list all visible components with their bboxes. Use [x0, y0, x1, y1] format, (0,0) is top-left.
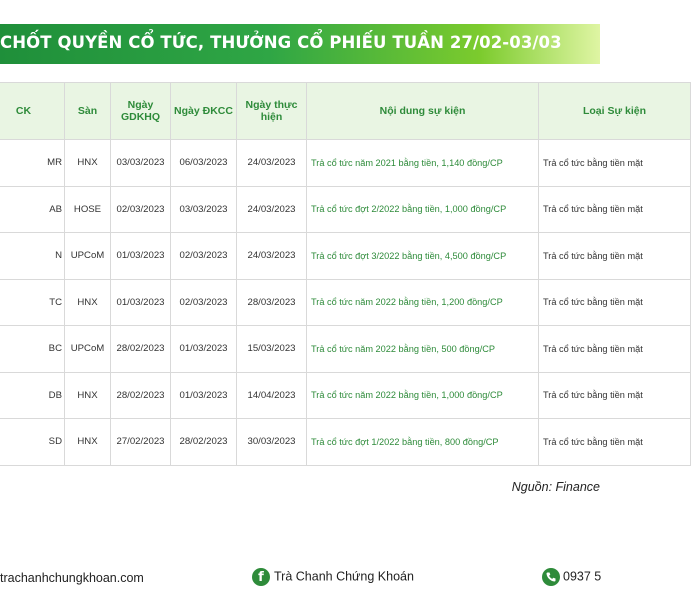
header-ck: CK: [0, 83, 65, 140]
cell-record-date: 02/03/2023: [171, 233, 237, 280]
cell-record-date: 02/03/2023: [171, 279, 237, 326]
cell-record-date: 03/03/2023: [171, 186, 237, 233]
cell-record-date: 06/03/2023: [171, 140, 237, 187]
cell-event-type: Trả cổ tức bằng tiền mặt: [539, 279, 691, 326]
cell-event-content: Trả cổ tức đợt 1/2022 bằng tiền, 800 đồng/CP: [307, 419, 539, 466]
header-payment-date: Ngày thực hiện: [237, 83, 307, 140]
cell-payment-date: 14/04/2023: [237, 372, 307, 419]
header-ex-date: Ngày GDKHQ: [111, 83, 171, 140]
cell-payment-date: 24/03/2023: [237, 140, 307, 187]
cell-record-date: 28/02/2023: [171, 419, 237, 466]
table-row: [0, 372, 691, 419]
cell-ex-date: 27/02/2023: [111, 419, 171, 466]
table-row: [0, 140, 691, 187]
cell-record-date: 01/03/2023: [171, 326, 237, 373]
phone-icon: [542, 568, 560, 586]
cell-ticker: MR: [0, 140, 65, 187]
cell-event-content: Trả cổ tức năm 2022 bằng tiền, 1,200 đồng/CP: [307, 279, 539, 326]
cell-payment-date: 15/03/2023: [237, 326, 307, 373]
cell-payment-date: 30/03/2023: [237, 419, 307, 466]
cell-ticker: N: [0, 233, 65, 280]
cell-payment-date: 28/03/2023: [237, 279, 307, 326]
website-link[interactable]: trachanhchungkhoan.com: [0, 571, 144, 585]
cell-event-content: Trả cổ tức năm 2022 bằng tiền, 500 đồng/CP: [307, 326, 539, 373]
phone-contact[interactable]: [542, 568, 601, 586]
cell-event-type: Trả cổ tức bằng tiền mặt: [539, 186, 691, 233]
cell-ticker: AB: [0, 186, 65, 233]
cell-ticker: BC: [0, 326, 65, 373]
table-row: [0, 279, 691, 326]
header-exchange: Sàn: [65, 83, 111, 140]
table-row: [0, 233, 691, 280]
table-header-row: [0, 83, 691, 140]
dividend-table: [0, 82, 691, 466]
cell-ex-date: 02/03/2023: [111, 186, 171, 233]
cell-ex-date: 03/03/2023: [111, 140, 171, 187]
cell-exchange: HNX: [65, 372, 111, 419]
cell-event-content: Trả cổ tức năm 2022 bằng tiền, 1,000 đồng/CP: [307, 372, 539, 419]
facebook-page-name: Trà Chanh Chứng Khoán: [274, 569, 414, 584]
cell-event-type: Trả cổ tức bằng tiền mặt: [539, 372, 691, 419]
cell-exchange: UPCoM: [65, 233, 111, 280]
source-note: Nguồn: Finance: [511, 480, 600, 494]
cell-ex-date: 01/03/2023: [111, 279, 171, 326]
cell-exchange: HNX: [65, 140, 111, 187]
cell-event-content: Trả cổ tức năm 2021 bằng tiền, 1,140 đồng/CP: [307, 140, 539, 187]
cell-event-content: Trả cổ tức đợt 2/2022 bằng tiền, 1,000 đồng/CP: [307, 186, 539, 233]
facebook-link[interactable]: [252, 568, 414, 586]
cell-ex-date: 01/03/2023: [111, 233, 171, 280]
header-event-content: Nội dung sự kiện: [307, 83, 539, 140]
cell-payment-date: 24/03/2023: [237, 233, 307, 280]
title-banner: [0, 24, 600, 64]
cell-event-type: Trả cổ tức bằng tiền mặt: [539, 419, 691, 466]
cell-exchange: UPCoM: [65, 326, 111, 373]
cell-ticker: SD: [0, 419, 65, 466]
table-row: [0, 326, 691, 373]
footer: [0, 566, 600, 592]
cell-payment-date: 24/03/2023: [237, 186, 307, 233]
cell-exchange: HNX: [65, 419, 111, 466]
header-event-type: Loại Sự kiện: [539, 83, 691, 140]
dividend-table-container: [0, 82, 647, 454]
cell-ticker: TC: [0, 279, 65, 326]
cell-ex-date: 28/02/2023: [111, 372, 171, 419]
table-row: [0, 186, 691, 233]
cell-event-type: Trả cổ tức bằng tiền mặt: [539, 233, 691, 280]
cell-record-date: 01/03/2023: [171, 372, 237, 419]
cell-ticker: DB: [0, 372, 65, 419]
page-title: CHỐT QUYỀN CỔ TỨC, THƯỞNG CỔ PHIẾU TUẦN 27/02-03/03: [0, 33, 562, 52]
cell-event-type: Trả cổ tức bằng tiền mặt: [539, 326, 691, 373]
cell-ex-date: 28/02/2023: [111, 326, 171, 373]
cell-event-type: Trả cổ tức bằng tiền mặt: [539, 140, 691, 187]
cell-exchange: HNX: [65, 279, 111, 326]
header-record-date: Ngày ĐKCC: [171, 83, 237, 140]
facebook-icon: f: [252, 568, 270, 586]
cell-exchange: HOSE: [65, 186, 111, 233]
phone-number: 0937 5: [563, 569, 602, 584]
cell-event-content: Trả cổ tức đợt 3/2022 bằng tiền, 4,500 đồng/CP: [307, 233, 539, 280]
table-row: [0, 419, 691, 466]
